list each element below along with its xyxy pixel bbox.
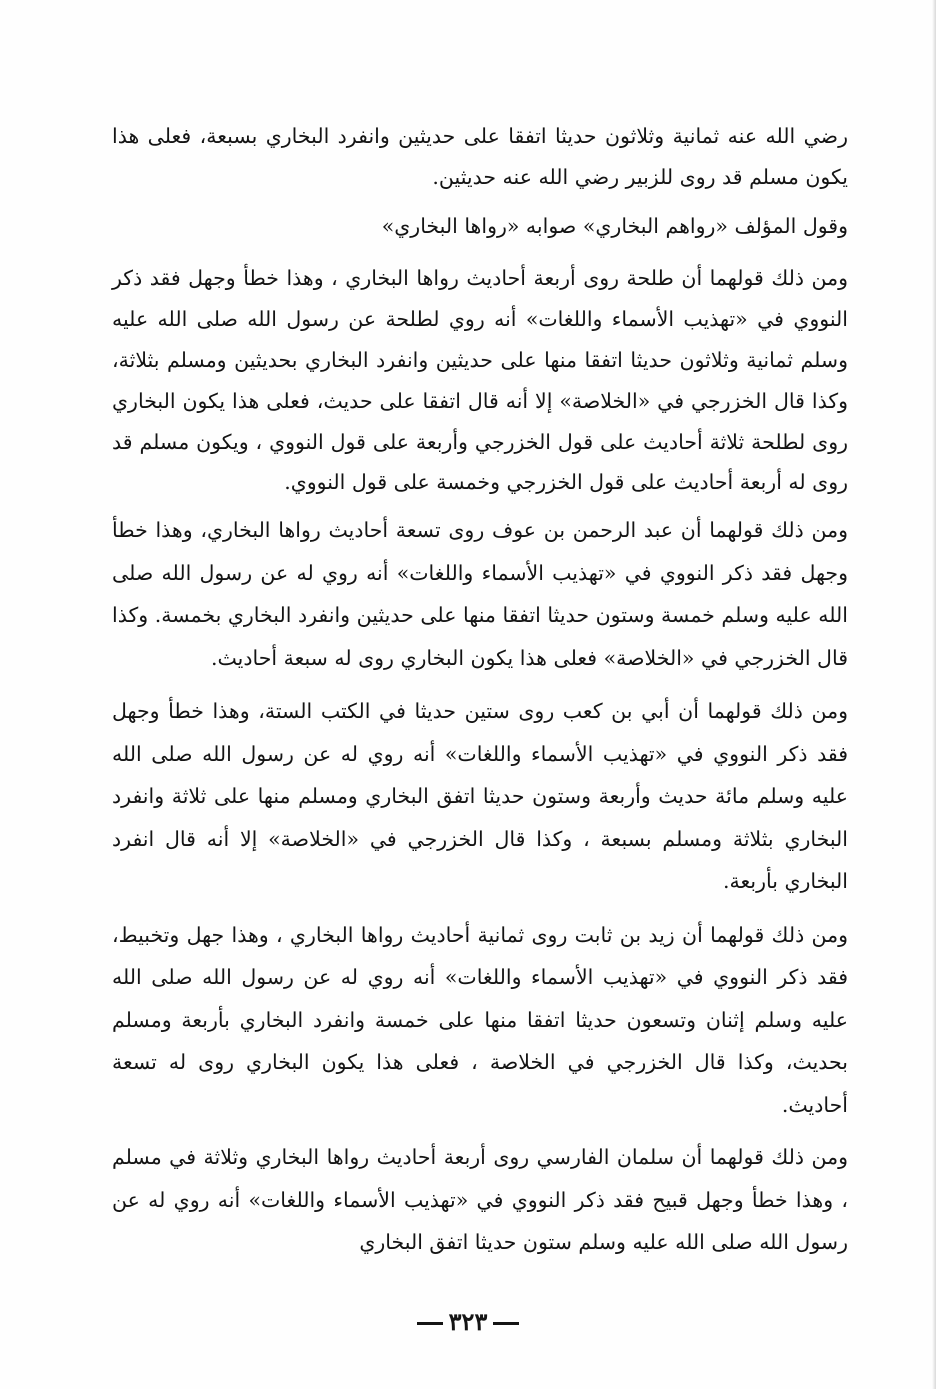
paragraph-ubayy-ibn-kaab: ومن ذلك قولهما أن أبي بن كعب روى ستين حديثا في الكتب الستة، وهذا خطأ وجهل فقد ذكر النووي في «تهذيب الأسماء واللغات» أنه روي له عن رسول الله صلى الله عليه وسلم مائة حديث وأربعة وستون حديثا اتفق البخاري ومسلم منها على ثلاثة وانفرد البخاري بثلاثة ومسلم بسبعة ، وكذا قال الخزرجي في «الخلاصة» إلا أنه قال انفرد البخاري بأربعة. xyxy=(112,699,848,894)
page-number-value: ٣٢٣ xyxy=(448,1307,488,1336)
paragraph-abdulrahman-ibn-awf: ومن ذلك قولهما أن عبد الرحمن بن عوف روى تسعة أحاديث رواها البخاري، وهذا خطأ وجهل فقد ذكر النووي في «تهذيب الأسماء واللغات» أنه روي له عن رسول الله صلى الله عليه وسلم خمسة وستون حديثا اتفقا منها على حديثين وانفرد البخاري بخمسة. وكذا قال الخزرجي في «الخلاصة» فعلى هذا يكون البخاري روى له سبعة أحاديث. xyxy=(112,518,848,670)
paragraph-zayd-ibn-thabit: ومن ذلك قولهما أن زيد بن ثابت روى ثمانية أحاديث رواها البخاري ، وهذا جهل وتخبيط، فقد ذكر النووي في «تهذيب الأسماء واللغات» أنه روي له عن رسول الله صلى الله عليه وسلم إثنان وتسعون حديثا اتفقا منها على خمسة وانفرد البخاري بأربعة ومسلم بحديث، وكذا قال الخزرجي في الخلاصة ، فعلى هذا يكون البخاري روى له تسعة أحاديث. xyxy=(112,922,848,1117)
paragraph-talha: ومن ذلك قولهما أن طلحة روى أربعة أحاديث رواها البخاري ، وهذا خطأ وجهل فقد ذكر النووي في «تهذيب الأسماء واللغات» أنه روي لطلحة عن رسول الله صلى الله عليه وسلم ثمانية وثلاثون حديثا اتفقا منها على حديثين وانفرد البخاري بحديثين ومسلم بثلاثة، وكذا قال الخزرجي في «الخلاصة» إلا أنه قال اتفقا على حديث، فعلى هذا يكون البخاري روى لطلحة ثلاثة أحاديث على قول الخزرجي وأربعة على قول النووي ، ويكون مسلم قد روى له أربعة أحاديث على قول الخزرجي وخمسة على قول النووي. xyxy=(112,266,848,495)
page-number-dash-right xyxy=(493,1322,519,1325)
page-number-dash-left xyxy=(417,1322,443,1325)
paragraph-author-correction: وقول المؤلف «رواهم البخاري» صوابه «رواها البخاري» xyxy=(381,213,848,238)
paragraph-salman-al-farisi: ومن ذلك قولهما أن سلمان الفارسي روى أربعة أحاديث رواها البخاري وثلاثة في مسلم ، وهذا خطأ وجهل قبيح فقد ذكر النووي في «تهذيب الأسماء واللغات» أنه روي له عن رسول الله صلى الله عليه وسلم ستون حديثا اتفق البخاري xyxy=(112,1145,848,1255)
paragraph-zubair-continuation: رضي الله عنه ثمانية وثلاثون حديثا اتفقا على حديثين وانفرد البخاري بسبعة، فعلى هذا يكون مسلم قد روى للزبير رضي الله عنه حديثين. xyxy=(112,124,848,189)
page-edge-shadow xyxy=(932,0,936,1389)
page-number xyxy=(0,1307,936,1336)
body-text xyxy=(112,116,848,1264)
